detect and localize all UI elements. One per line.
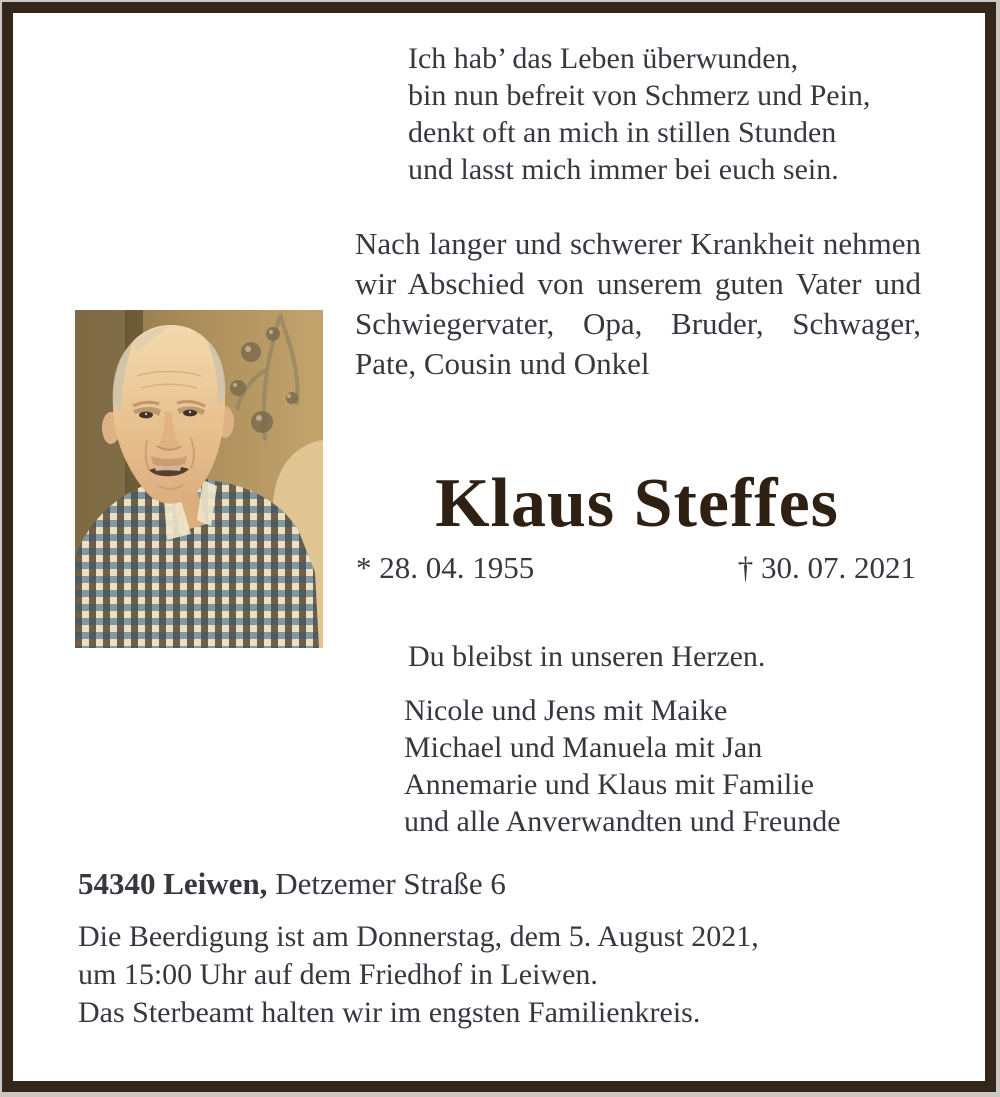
mourner-line: und alle Anverwandten und Freunde [404, 805, 841, 838]
address-postal-city: 54340 Leiwen, [78, 866, 268, 901]
life-dates [356, 548, 916, 588]
deceased-name: Klaus Steffes [435, 465, 839, 542]
funeral-line: um 15:00 Uhr auf dem Friedhof in Leiwen. [78, 958, 598, 991]
mourners-list [404, 692, 841, 840]
funeral-line: Das Sterbeamt halten wir im engsten Familienkreis. [78, 996, 701, 1029]
address-street: Detzemer Straße 6 [275, 866, 506, 901]
poem-line: denkt oft an mich in stillen Stunden [408, 116, 837, 149]
farewell-line: Du bleibst in unseren Herzen. [408, 640, 766, 673]
portrait-photo [75, 310, 323, 648]
funeral-info [78, 918, 759, 1032]
address-line [78, 864, 506, 904]
mourner-line: Michael und Manuela mit Jan [404, 731, 763, 764]
poem-line: und lasst mich immer bei euch sein. [408, 153, 839, 186]
mourner-line: Nicole und Jens mit Maike [404, 694, 728, 727]
poem [408, 40, 870, 188]
mourner-line: Annemarie und Klaus mit Familie [404, 768, 814, 801]
poem-line: bin nun befreit von Schmerz und Pein, [408, 79, 871, 112]
poem-line: Ich hab’ das Leben überwunden, [408, 42, 799, 75]
birth-date: * 28. 04. 1955 [356, 550, 535, 585]
death-date: † 30. 07. 2021 [737, 550, 916, 585]
announcement-text: Nach langer und schwerer Krankheit nehmen wir Abschied von unserem guten Vater und Schwiegervater, Opa, Bruder, Schwager, Pate, Cousin und Onkel [355, 226, 921, 381]
funeral-line: Die Beerdigung ist am Donnerstag, dem 5. August 2021, [78, 920, 759, 953]
